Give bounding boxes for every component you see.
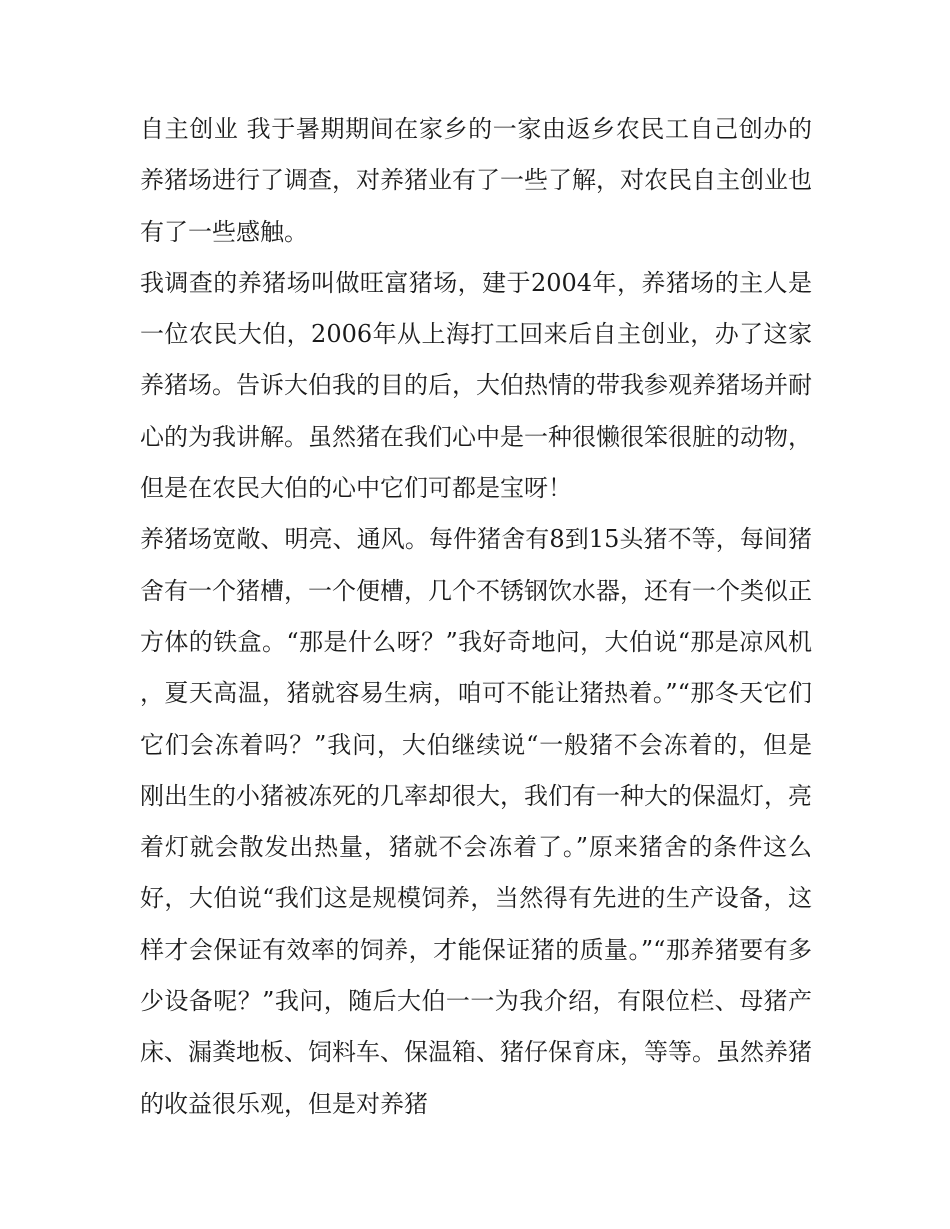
paragraph-pig-farm-facilities: 养猪场宽敞、明亮、通风。每件猪舍有8到15头猪不等，每间猪舍有一个猪槽，一个便槽，几个不锈钢饮水器，还有一个类似正方体的铁盒。“那是什么呀？”我好奇地问，大伯说“那是凉风机，夏天高温，猪就容易生病，咱可不能让猪热着。”“那冬天它们它们会冻着吗？”我问，大伯继续说“一般猪不会冻着的，但是刚出生的小猪被冻死的几率却很大，我们有一种大的保温灯，亮着灯就会散发出热量，猪就不会冻着了。”原来猪舍的条件这么好，大伯说“我们这是规模饲养，当然得有先进的生产设备，这样才会保证有效率的饲养，才能保证猪的质量。”“那养猪要有多少设备呢？”我问，随后大伯一一为我介绍，有限位栏、母猪产床、漏粪地板、饲料车、保温箱、猪仔保育床，等等。虽然养猪的收益很乐观，但是对养猪 [140, 525, 812, 1118]
document-body [140, 104, 812, 1130]
paragraph-pig-farm-background: 我调查的养猪场叫做旺富猪场，建于2004年，养猪场的主人是一位农民大伯，2006年从上海打工回来后自主创业，办了这家养猪场。告诉大伯我的目的后，大伯热情的带我参观养猪场并耐心的为我讲解。虽然猪在我们心中是一种很懒很笨很脏的动物，但是在农民大伯的心中它们可都是宝呀！ [140, 268, 812, 503]
paragraph-intro: 自主创业 我于暑期期间在家乡的一家由返乡农民工自己创办的养猪场进行了调查，对养猪业有了一些了解，对农民自主创业也有了一些感触。 [140, 115, 812, 246]
